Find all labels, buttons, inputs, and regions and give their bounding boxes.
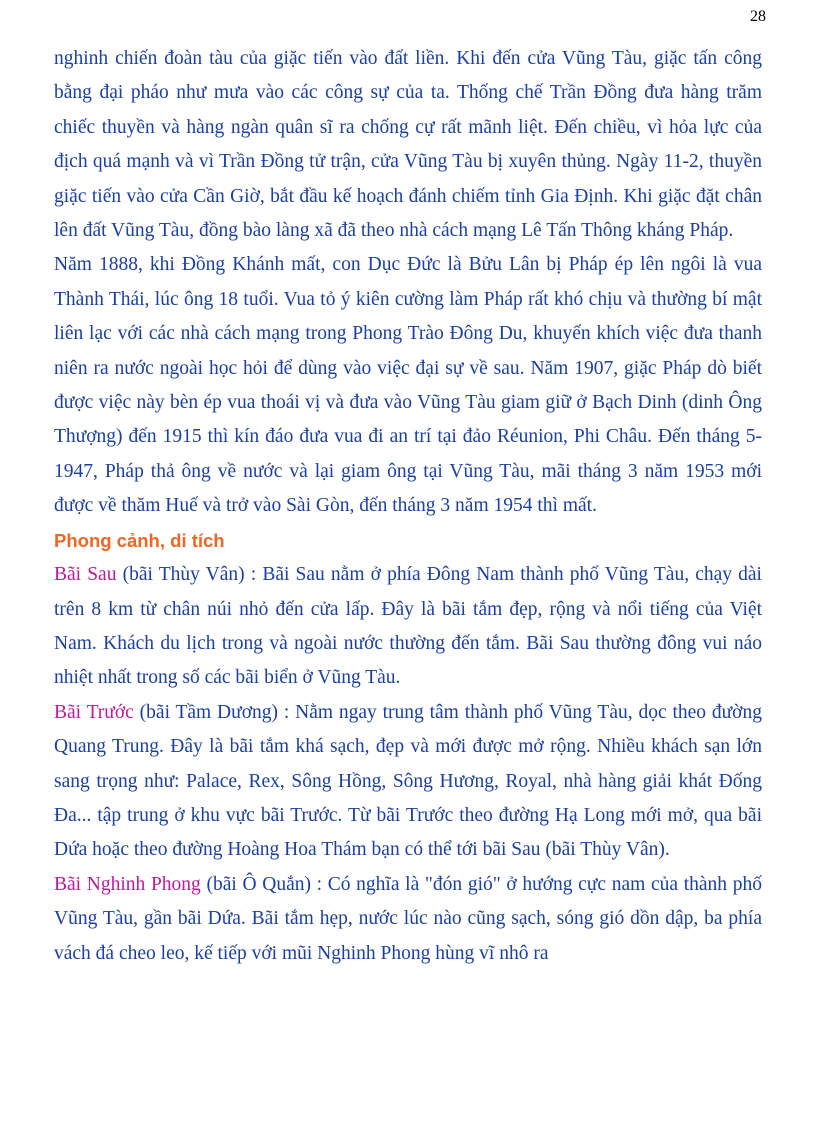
entry-bai-sau (54, 558, 762, 696)
section-heading: Phong cảnh, di tích (54, 529, 225, 551)
entry-bai-truoc (54, 696, 762, 868)
paragraph-history-thanh-thai: Năm 1888, khi Đồng Khánh mất, con Dục Đức là Bửu Lân bị Pháp ép lên ngôi là vua Thành Thái, lúc ông 18 tuổi. Vua tỏ ý kiên cường làm Pháp rất khó chịu và thường bí mật liên lạc với các nhà cách mạng trong Phong Trào Đông Du, khuyến khích việc đưa thanh niên ra nước ngoài học hỏi để dùng vào việc đại sự về sau. Năm 1907, giặc Pháp dò biết được việc này bèn ép vua thoái vị và đưa vào Vũng Tàu giam giữ ở Bạch Dinh (dinh Ông Thượng) đến 1915 thì kín đáo đưa vua đi an trí tại đảo Réunion, Phi Châu. Đến tháng 5-1947, Pháp thả ông về nước và lại giam ông tại Vũng Tàu, mãi tháng 3 năm 1953 mới được về thăm Huế và trở vào Sài Gòn, đến tháng 3 năm 1954 thì mất. (54, 254, 762, 517)
document-body (54, 42, 762, 971)
entry-text: (bãi Ô Quắn) : Có nghĩa là "đón gió" ở hướng cực nam của thành phố Vũng Tàu, gần bãi Dứa. Bãi tắm hẹp, nước lúc nào cũng sạch, sóng gió dồn dập, ba phía vách đá cheo leo, kế tiếp với mũi Nghinh Phong hùng vĩ nhô ra (54, 873, 762, 964)
entry-term: Bãi Sau (54, 564, 117, 586)
entry-term: Bãi Trước (54, 701, 134, 723)
paragraph-history-battle: nghinh chiến đoàn tàu của giặc tiến vào đất liền. Khi đến cửa Vũng Tàu, giặc tấn công bằng đại pháo như mưa vào các công sự của ta. Thống chế Trần Đồng đưa hàng trăm chiếc thuyền và hàng ngàn quân sĩ ra chống cự rất mãnh liệt. Đến chiều, vì hỏa lực của địch quá mạnh và vì Trần Đồng tử trận, cửa Vũng Tàu bị xuyên thủng. Ngày 11-2, thuyền giặc tiến vào cửa Cần Giờ, bắt đầu kế hoạch đánh chiếm tỉnh Gia Định. Khi giặc đặt chân lên đất Vũng Tàu, đồng bào làng xã đã theo nhà cách mạng Lê Tấn Thông kháng Pháp. (54, 48, 762, 242)
entry-text: (bãi Thùy Vân) : Bãi Sau nằm ở phía Đông Nam thành phố Vũng Tàu, chạy dài trên 8 km từ chân núi nhỏ đến cửa lấp. Đây là bãi tắm đẹp, rộng và nổi tiếng của Việt Nam. Khách du lịch trong và ngoài nước thường đến tắm. Bãi Sau thường đông vui náo nhiệt nhất trong số các bãi biển ở Vũng Tàu. (54, 564, 762, 689)
page-number: 28 (750, 8, 766, 25)
entry-bai-nghinh-phong (54, 868, 762, 971)
entry-term: Bãi Nghinh Phong (54, 873, 201, 895)
entry-text: (bãi Tầm Dương) : Nằm ngay trung tâm thành phố Vũng Tàu, dọc theo đường Quang Trung. Đây là bãi tắm khá sạch, đẹp và mới được mở rộng. Nhiều khách sạn lớn sang trọng như: Palace, Rex, Sông Hồng, Sông Hương, Royal, nhà hàng giải khát Đống Đa... tập trung ở khu vực bãi Trước. Từ bãi Trước theo đường Hạ Long mới mở, qua bãi Dứa hoặc theo đường Hoàng Hoa Thám bạn có thể tới bãi Sau (bãi Thùy Vân). (54, 701, 762, 861)
